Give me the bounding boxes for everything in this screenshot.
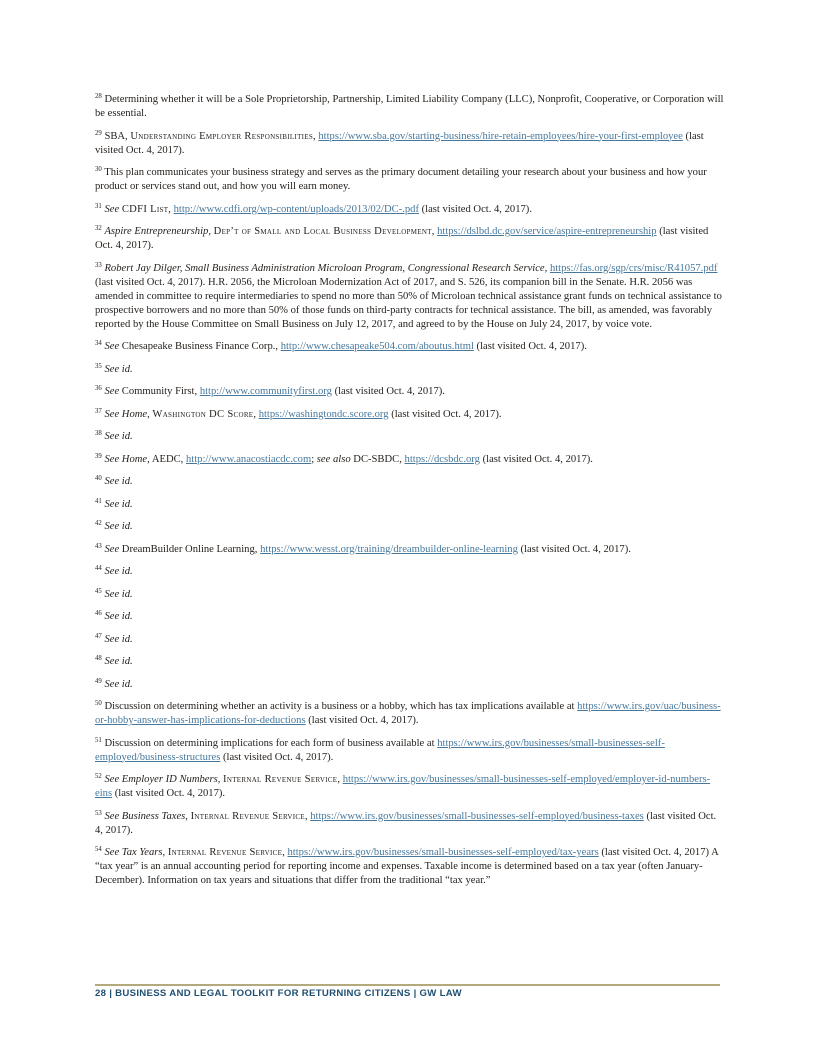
footnote-number: 48 (95, 655, 102, 663)
footnote-number: 29 (95, 129, 102, 137)
text-run-italic: Aspire Entrepreneurship (104, 226, 209, 237)
footnote-number: 36 (95, 385, 102, 393)
footnote-number: 32 (95, 225, 102, 233)
footnote-39 (95, 453, 725, 467)
footnote-hyperlink[interactable]: https://www.wesst.org/training/dreambuilder-online-learning (260, 543, 518, 555)
footnote-42 (95, 520, 725, 534)
footnote-number: 28 (95, 93, 102, 101)
text-run-plain: , (168, 203, 174, 215)
text-run-smallcaps: Internal Revenue Service (190, 810, 305, 822)
footnote-32 (95, 225, 725, 253)
text-run-italic: See Employer ID Numbers (104, 774, 218, 785)
footnote-29 (95, 130, 725, 158)
text-run-italic: See Home (104, 453, 148, 465)
footnote-50 (95, 700, 725, 728)
footnote-number: 37 (95, 407, 102, 415)
footnote-33 (95, 262, 725, 332)
text-run-plain: (last visited Oct. 4, 2017) A “tax year” is an annual accounting period for reporting income and expenses. Taxable income is determined based on a tax year (often January-December). Information on tax years and situations that differ from the traditional “tax year.” (95, 847, 719, 886)
text-run-plain: SBA, (104, 130, 131, 142)
footnote-hyperlink[interactable]: http://www.cdfi.org/wp-content/uploads/2013/02/DC-.pdf (173, 203, 419, 215)
footnote-number: 30 (95, 166, 102, 174)
footnote-number: 54 (95, 846, 102, 854)
page-footer-text: 28 | BUSINESS AND LEGAL TOOLKIT FOR RETURNING CITIZENS | GW LAW (95, 988, 462, 999)
footnote-43 (95, 543, 725, 557)
text-run-smallcaps: Understanding Employer Responsibilities (130, 130, 314, 142)
text-run-plain: DreamBuilder Online Learning, (119, 543, 261, 555)
text-run-plain: (last visited Oct. 4, 2017). (388, 408, 502, 420)
footnote-49 (95, 678, 725, 692)
text-run-italic: See id. (104, 521, 133, 532)
text-run-italic: See (104, 543, 120, 555)
footnote-48 (95, 655, 725, 669)
text-run-plain: , (337, 774, 343, 785)
footnote-36 (95, 385, 725, 399)
footnote-hyperlink[interactable]: http://www.communityfirst.org (199, 386, 332, 397)
text-run-plain: ; (311, 453, 317, 465)
text-run-plain: , (147, 408, 153, 420)
text-run-plain: (last visited Oct. 4, 2017). (305, 715, 419, 726)
text-run-smallcaps: Internal Revenue Service (167, 847, 283, 858)
footnote-number: 40 (95, 475, 102, 483)
text-run-plain: (last visited Oct. 4, 2017). (95, 130, 704, 156)
footnote-hyperlink[interactable]: https://fas.org/sgp/crs/misc/R41057.pdf (549, 262, 718, 274)
footnote-hyperlink[interactable]: https://www.irs.gov/businesses/small-businesses-self-employed/business-taxes (310, 810, 644, 822)
footnote-31 (95, 203, 725, 217)
text-run-italic: See id. (104, 678, 133, 690)
footnote-number: 49 (95, 677, 102, 685)
text-run-plain: Community First, (119, 386, 200, 397)
footnote-hyperlink[interactable]: https://www.irs.gov/businesses/small-businesses-self-employed/tax-years (287, 847, 599, 858)
text-run-italic: See id. (104, 476, 133, 487)
text-run-plain: , (544, 262, 550, 274)
footnote-number: 46 (95, 610, 102, 618)
text-run-plain: , (217, 774, 224, 785)
text-run-italic: See (104, 203, 120, 215)
text-run-plain: DC-SBDC, (350, 453, 405, 465)
text-run-plain: (last visited Oct. 4, 2017). (95, 226, 709, 251)
footnote-51 (95, 737, 725, 765)
text-run-plain: This plan communicates your business strategy and serves as the primary document detailing your research about your business and how your product or services stand out, and how you will earn money. (95, 167, 707, 192)
footnote-34 (95, 340, 725, 354)
footnote-30 (95, 166, 725, 194)
footnote-hyperlink[interactable]: https://www.irs.gov/uac/business-or-hobby-answer-has-implications-for-deductions (95, 701, 721, 726)
footnote-number: 34 (95, 340, 102, 348)
footnote-53 (95, 810, 725, 838)
text-run-italic: See (104, 341, 120, 352)
footnote-number: 41 (95, 497, 102, 505)
text-run-italic: Robert Jay Dilger, Small Business Administration Microloan Program, Congressional Research Service (104, 262, 545, 274)
text-run-plain: , (253, 408, 259, 420)
text-run-plain: (last visited Oct. 4, 2017). (479, 453, 593, 465)
text-run-italic: See Business Taxes (104, 810, 186, 822)
text-run-plain: , (282, 847, 288, 858)
text-run-plain: , AEDC, (147, 453, 186, 465)
footnote-37 (95, 408, 725, 422)
text-run-plain: , (313, 130, 319, 142)
text-run-plain: (last visited Oct. 4, 2017). (112, 788, 226, 799)
text-run-plain: , (208, 226, 214, 237)
text-run-smallcaps: Dep’t of Small and Local Business Development (213, 226, 432, 237)
text-run-plain: , (162, 847, 168, 858)
text-run-italic: See id. (104, 498, 133, 510)
text-run-plain: (last visited Oct. 4, 2017). (95, 810, 717, 836)
footer-divider-rule (95, 984, 720, 986)
footnote-number: 45 (95, 587, 102, 595)
text-run-italic: See id. (104, 656, 133, 667)
footnote-hyperlink[interactable]: https://www.sba.gov/starting-business/hire-retain-employees/hire-your-first-employee (318, 130, 683, 142)
text-run-italic: See (104, 386, 120, 397)
text-run-italic: See id. (104, 611, 133, 622)
footnote-number: 50 (95, 700, 102, 708)
text-run-italic: See Tax Years (104, 847, 163, 858)
footnote-hyperlink[interactable]: https://www.irs.gov/businesses/small-businesses-self-employed/business-structures (95, 737, 665, 763)
footnote-52 (95, 773, 725, 801)
text-run-plain: (last visited Oct. 4, 2017). H.R. 2056, the Microloan Modernization Act of 2017, and S. 526, its companion bill in the Senate. H.R. 2056 was amended in committee to require intermediaries to spend no more than 50% of Microloan technical assistance grant funds on technical assistance to prospective borrowers and no more than 50% of those funds on third-party contracts for technical assistance. The bill, as amended, was favorably reported by the House Committee on Small Business on July 12, 2017, and agreed to by the House on July 24, 2017, by voice vote. (95, 276, 722, 330)
text-run-plain: (last visited Oct. 4, 2017). (418, 203, 532, 215)
footnote-40 (95, 475, 725, 489)
footnote-hyperlink[interactable]: https://washingtondc.score.org (258, 408, 389, 420)
text-run-italic: See Home (104, 408, 148, 420)
text-run-italic: See id. (104, 431, 133, 442)
footnote-number: 51 (95, 736, 102, 744)
footnote-number: 31 (95, 202, 102, 210)
footnote-hyperlink[interactable]: http://www.anacostiacdc.com (185, 453, 312, 465)
text-run-plain: (last visited Oct. 4, 2017). (473, 341, 587, 352)
footnote-hyperlink[interactable]: http://www.chesapeake504.com/aboutus.html (280, 341, 474, 352)
text-run-plain: , (304, 810, 311, 822)
text-run-plain: (last visited Oct. 4, 2017). (220, 751, 334, 763)
footnote-38 (95, 430, 725, 444)
footnote-number: 43 (95, 542, 102, 550)
footnote-45 (95, 588, 725, 602)
footnote-number: 47 (95, 632, 102, 640)
text-run-plain: Determining whether it will be a Sole Proprietorship, Partnership, Limited Liability Company (LLC), Nonprofit, Cooperative, or Corporation will be essential. (95, 94, 724, 119)
footnote-46 (95, 610, 725, 624)
text-run-italic: See id. (104, 566, 133, 577)
text-run-plain: Discussion on determining implications for each form of business available at (104, 737, 438, 749)
footnote-54 (95, 846, 725, 888)
text-run-smallcaps: CDFI List (121, 203, 169, 215)
text-run-plain: Chesapeake Business Finance Corp., (119, 341, 281, 352)
footnote-number: 39 (95, 452, 102, 460)
footnote-41 (95, 498, 725, 512)
footnote-number: 35 (95, 362, 102, 370)
footnote-number: 52 (95, 773, 102, 781)
footnote-hyperlink[interactable]: https://dcsbdc.org (404, 453, 480, 465)
footnotes-section (95, 93, 725, 897)
text-run-smallcaps: Washington DC Score (152, 408, 254, 420)
footnote-hyperlink[interactable]: https://www.irs.gov/businesses/small-businesses-self-employed/employer-id-numbers-eins (95, 774, 711, 799)
text-run-plain: , (185, 810, 191, 822)
footnote-28 (95, 93, 725, 121)
footnote-44 (95, 565, 725, 579)
text-run-plain: (last visited Oct. 4, 2017). (517, 543, 631, 555)
footnote-hyperlink[interactable]: https://dslbd.dc.gov/service/aspire-entrepreneurship (437, 226, 657, 237)
footnote-number: 53 (95, 809, 102, 817)
text-run-plain: Discussion on determining whether an activity is a business or a hobby, which has tax implications available at (104, 701, 578, 712)
text-run-italic: See id. (104, 588, 133, 600)
footnote-number: 44 (95, 565, 102, 573)
text-run-smallcaps: Internal Revenue Service (223, 774, 338, 785)
text-run-italic: see also (316, 453, 351, 465)
footnote-number: 42 (95, 520, 102, 528)
footnote-number: 38 (95, 430, 102, 438)
text-run-plain: , (431, 226, 438, 237)
text-run-italic: See id. (104, 363, 133, 375)
footnote-47 (95, 633, 725, 647)
text-run-plain: (last visited Oct. 4, 2017). (331, 386, 445, 397)
text-run-italic: See id. (104, 633, 133, 645)
footnote-35 (95, 363, 725, 377)
footnote-number: 33 (95, 261, 102, 269)
